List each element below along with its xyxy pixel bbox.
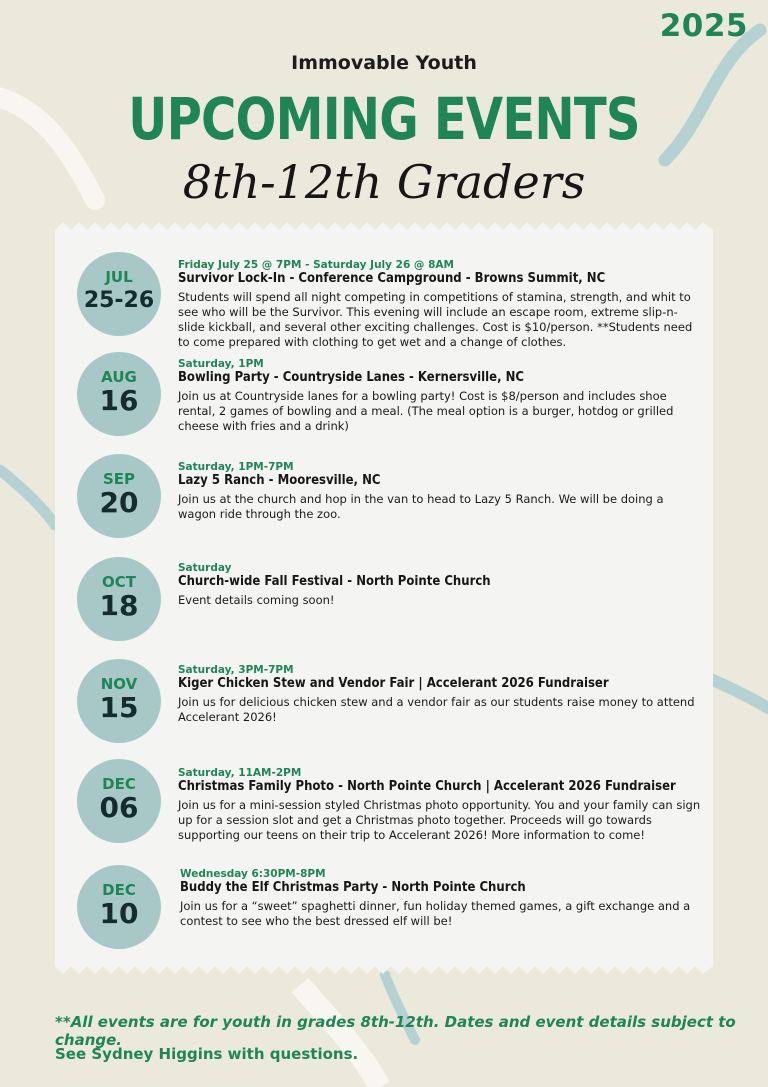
event-title: Kiger Chicken Stew and Vendor Fair | Accelerant 2026 Fundraiser: [178, 676, 609, 691]
event-item: [77, 659, 697, 751]
year-label: 2025: [659, 8, 748, 44]
event-info: [178, 358, 703, 434]
event-time: Saturday, 1PM: [178, 358, 264, 370]
date-badge: [77, 454, 161, 538]
event-description: Join us for a “sweet” spaghetti dinner, fun holiday themed games, a gift exchange and a contest to see who the best dressed elf will be!: [180, 899, 691, 928]
event-title: Church-wide Fall Festival - North Pointe Church: [178, 574, 491, 589]
disclaimer-note: **All events are for youth in grades 8th-12th. Dates and event details subject to change.: [55, 1013, 736, 1049]
event-item: [77, 865, 697, 957]
event-title: Buddy the Elf Christmas Party - North Pointe Church: [180, 880, 526, 895]
organization-name: Immovable Youth: [291, 52, 477, 74]
event-title: Survivor Lock-In - Conference Campground - Browns Summit, NC: [178, 271, 606, 286]
event-title: Christmas Family Photo - North Pointe Church | Accelerant 2026 Fundraiser: [178, 779, 676, 794]
event-item: [77, 759, 701, 851]
event-item: [77, 557, 697, 649]
contact-note: See Sydney Higgins with questions.: [55, 1045, 359, 1063]
event-info: [178, 664, 703, 725]
event-time: Wednesday 6:30PM-8PM: [180, 868, 326, 880]
teal-ribbon-right: [713, 680, 768, 708]
event-time: Saturday, 3PM-7PM: [178, 664, 294, 676]
event-title: Bowling Party - Countryside Lanes - Kernersville, NC: [178, 370, 524, 385]
event-day: 06: [99, 791, 139, 824]
date-badge: [77, 252, 161, 336]
event-description: Students will spend all night competing in competitions of stamina, strength, and whit to see who will be the Survivor. This evening will include an escape room, extreme slip-n-slide kickball, and several other exciting challenges. Cost is $10/person. **Students need to come prepared with clothing to get wet and a change of clothes.: [178, 290, 693, 349]
event-month: OCT: [102, 573, 136, 591]
event-description: Event details coming soon!: [178, 593, 335, 607]
events-ticket: [55, 222, 713, 974]
event-description: Join us at the church and hop in the van to head to Lazy 5 Ranch. We will be doing a wagon ride through the zoo.: [178, 492, 664, 521]
date-badge: [77, 659, 161, 743]
event-title: Lazy 5 Ranch - Mooresville, NC: [178, 473, 381, 488]
event-info: [178, 562, 703, 608]
event-day: 15: [99, 691, 139, 724]
event-month: AUG: [101, 368, 137, 386]
event-day: 16: [99, 384, 139, 417]
event-item: [77, 252, 697, 349]
event-time: Saturday: [178, 562, 232, 574]
event-month: DEC: [102, 775, 136, 793]
event-info: [178, 259, 703, 350]
date-badge: [77, 759, 161, 843]
event-time: Saturday, 11AM-2PM: [178, 767, 302, 779]
event-info: [180, 868, 705, 929]
event-item: [77, 352, 697, 444]
teal-ribbon-top-left: [0, 470, 55, 525]
event-day: 18: [99, 589, 139, 622]
event-description: Join us at Countryside lanes for a bowling party! Cost is $8/person and includes shoe rental, 2 games of bowling and a meal. (The meal option is a burger, hotdog or grilled cheese with fries and a drink): [178, 389, 674, 433]
event-month: NOV: [100, 675, 138, 693]
event-time: Saturday, 1PM-7PM: [178, 461, 294, 473]
date-badge: [77, 557, 161, 641]
event-time: Friday July 25 @ 7PM - Saturday July 26 @ 8AM: [178, 259, 454, 271]
date-badge: [77, 352, 161, 436]
event-day: 20: [99, 486, 139, 519]
date-badge: [77, 865, 161, 949]
event-month: JUL: [105, 268, 133, 286]
event-info: [178, 767, 703, 843]
event-description: Join us for a mini-session styled Christmas photo opportunity. You and your family can sign up for a session slot and get a Christmas photo together. Proceeds will go towards supporting our teens on their trip to Accelerant 2026! More information to come!: [178, 798, 701, 842]
event-month: DEC: [102, 881, 136, 899]
event-info: [178, 461, 703, 522]
event-day: 10: [99, 897, 139, 930]
page-subtitle: 8th-12th Graders: [182, 155, 586, 209]
event-month: SEP: [102, 470, 136, 488]
event-day: 25-26: [83, 288, 155, 313]
event-description: Join us for delicious chicken stew and a vendor fair as our students raise money to attend Accelerant 2026!: [178, 695, 695, 724]
event-item: [77, 454, 697, 546]
page-title: UPCOMING EVENTS: [128, 85, 640, 153]
